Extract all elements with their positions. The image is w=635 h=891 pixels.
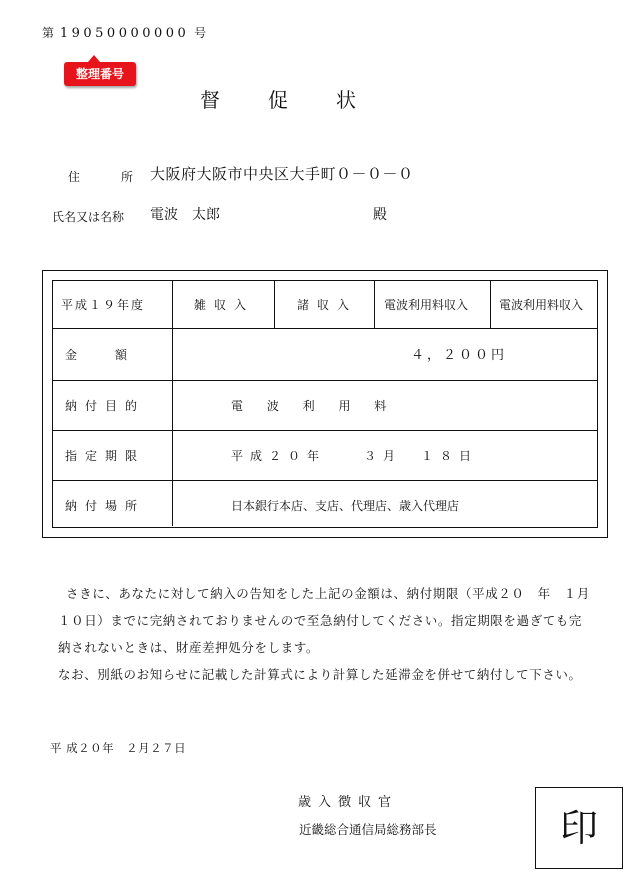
name-value: 電波 太郎 (150, 207, 220, 223)
document-number (42, 24, 207, 41)
document-title: 督促状 (200, 88, 404, 112)
notice-line: １０日）までに完納されておりませんので至急納付してください。指定期限を過ぎても完 (58, 613, 583, 628)
document-number-prefix: 第 (42, 26, 56, 40)
row-value-place: 日本銀行本店、支店、代理店、歳入代理店 (231, 499, 460, 513)
address-label: 住所 (68, 170, 175, 184)
table-rule (374, 281, 375, 328)
notice-line: さきに、あなたに対して納入の告知をした上記の金額は、納付期限（平成２０ 年 １月 (66, 586, 591, 601)
document-number-value: 19050000000 (59, 26, 190, 41)
table-rule (490, 281, 491, 328)
row-value-amount: ４，２００円 (411, 348, 508, 363)
issue-date: 平 成２０年 ２月２７日 (50, 741, 187, 755)
category-cell: 雑収入 (194, 298, 255, 312)
seal-box: 印 (535, 787, 623, 869)
issuer-title: 歳入徴収官 (298, 795, 399, 810)
row-label-purpose: 納付目的 (65, 399, 146, 413)
table-rule (53, 380, 597, 381)
row-label-place: 納付場所 (65, 499, 146, 513)
category-cell: 諸収入 (297, 298, 358, 312)
table-rule (53, 430, 597, 431)
address-value: 大阪府大阪市中央区大手町０－０－０ (150, 165, 414, 183)
payment-table-inner (52, 280, 598, 528)
notice-line: 納されないときは、財産差押処分をします。 (58, 640, 320, 655)
row-value-deadline: 平成２０年 ３月 １８日 (231, 449, 479, 463)
table-rule (53, 480, 597, 481)
name-label: 氏名又は名称 (52, 210, 125, 224)
payment-table (42, 270, 608, 538)
category-cell: 電波利用料収入 (499, 298, 584, 312)
table-rule (172, 281, 173, 526)
category-cell: 電波利用料収入 (384, 298, 469, 312)
row-value-purpose: 電 波 利 用 料 (231, 399, 397, 413)
honorific: 殿 (373, 207, 387, 223)
issuer-organization: 近畿総合通信局総務部長 (299, 822, 437, 837)
table-rule (53, 328, 597, 329)
table-rule (274, 281, 275, 328)
row-label-amount: 金額 (65, 348, 166, 362)
fiscal-year-label: 平成１９年度 (61, 298, 146, 312)
document-number-suffix: 号 (194, 26, 208, 40)
reference-number-tag: 整理番号 (64, 62, 136, 86)
notice-line: なお、別紙のお知らせに記載した計算式により計算した延滞金を併せて納付して下さい。 (58, 667, 582, 682)
row-label-deadline: 指定期限 (65, 449, 146, 463)
